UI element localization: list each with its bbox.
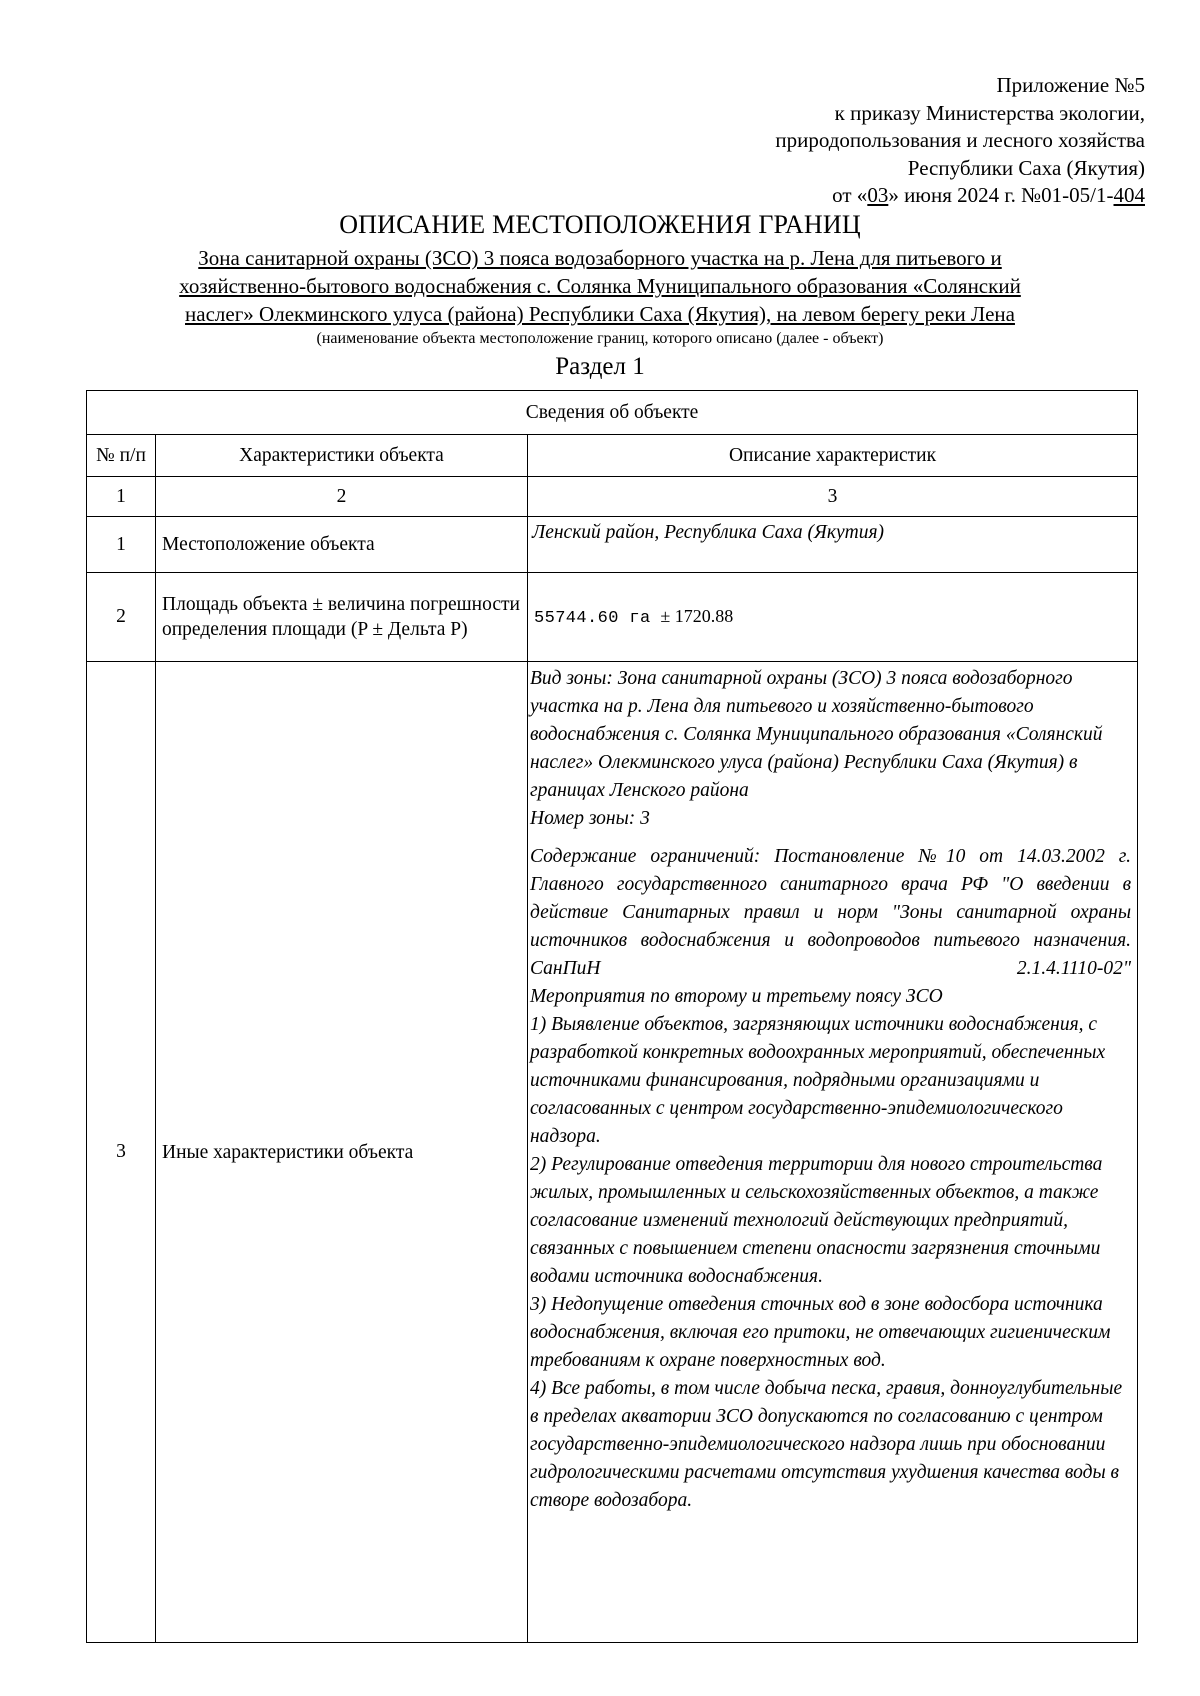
page-title: ОПИСАНИЕ МЕСТОПОЛОЖЕНИЯ ГРАНИЦ (339, 210, 861, 239)
measure-item: 4) Все работы, в том числе добыча песка, гравия, донноуглубительные в пределах акватории ЗСО допускаются по согласованию с центром государственно-эпидемиологического надзора лишь при обосновании гидрологическими расчетами отсутствия ухудшения качества воды в створе водозабора. (530, 1378, 1123, 1511)
object-name (100, 244, 1100, 328)
appendix-date (775, 182, 1145, 210)
header-description: Описание характеристик (528, 435, 1138, 477)
other-characteristics (528, 662, 1138, 1643)
table-row (87, 517, 1138, 573)
object-info-table (86, 390, 1138, 1643)
measure-item: 1) Выявление объектов, загрязняющих источники водоснабжения, с разработкой конкретных водоохранных мероприятий, обеспеченных источниками финансирования, подрядными организациями и согласованных с центром государственно-эпидемиологического надзора. (530, 1014, 1106, 1147)
table-caption: Сведения об объекте (87, 391, 1138, 435)
header-characteristic: Характеристики объекта (156, 435, 528, 477)
column-number: 1 (87, 477, 156, 517)
object-name-line: наслег» Олекминского улуса (района) Республики Саха (Якутия), на левом берегу реки Лена (185, 302, 1015, 326)
appendix-number: Приложение №5 (996, 73, 1145, 97)
measure-item: 3) Недопущение отведения сточных вод в зоне водосбора источника водоснабжения, включая его притоки, не отвечающих гигиеническим требованиям к охране поверхностных вод. (530, 1294, 1111, 1371)
measure-item: 2) Регулирование отведения территории для нового строительства жилых, промышленных и сельскохозяйственных объектов, а также согласование изменений технологий действующих предприятий, связанных с повышением степени опасности загрязнения сточными водами источника водоснабжения. (530, 1154, 1103, 1287)
area-amount: 55744.60 га (534, 609, 651, 628)
section-title: Раздел 1 (555, 353, 645, 380)
appendix-republic: Республики Саха (Якутия) (907, 155, 1145, 180)
object-name-line: Зона санитарной охраны (ЗСО) 3 пояса водозаборного участка на р. Лена для питьевого и (198, 246, 1002, 270)
column-number: 2 (156, 477, 528, 517)
row-number: 3 (87, 662, 156, 1643)
row-label: Местоположение объекта (156, 517, 528, 573)
object-name-line: хозяйственно-бытового водоснабжения с. Солянка Муниципального образования «Солянский (179, 274, 1021, 298)
table-row (87, 573, 1138, 662)
area-value (528, 573, 1138, 662)
measures-title: Мероприятия по второму и третьему поясу ЗСО (530, 986, 943, 1007)
date-middle: » июня 2024 г. №01-05/1- (888, 183, 1114, 207)
date-prefix: от « (832, 183, 868, 207)
zone-type: Вид зоны: Зона санитарной охраны (ЗСО) 3 пояса водозаборного участка на р. Лена для питьевого и хозяйственно-бытового водоснабжения с. Солянка Муниципального образования «Солянский наслег» Олекминского улуса (района) Республики Саха (Якутия) в границах Ленского района (530, 668, 1103, 801)
row-label: Площадь объекта ± величина погрешности определения площади (P ± Дельта P) (156, 573, 528, 662)
date-day: 03 (867, 183, 889, 207)
column-number: 3 (528, 477, 1138, 517)
restrictions: Содержание ограничений: Постановление №10 от 14.03.2002 г. Главного государственного санитарного врача РФ "О введении в действие Санитарных правил и норм "Зоны санитарной охраны источников водоснабжения и водопроводов питьевого назначения. СанПиН 2.1.4.1110-02" (530, 846, 1132, 979)
appendix-ministry: природопользования и лесного хозяйства (775, 128, 1145, 152)
order-number: 404 (1113, 183, 1145, 207)
location-value: Ленский район, Республика Саха (Якутия) (528, 517, 1138, 573)
object-name-caption: (наименование объекта местоположение границ, которого описано (далее - объект) (316, 330, 884, 347)
table-row (87, 662, 1138, 1643)
appendix-order-ref: к приказу Министерства экологии, (834, 100, 1145, 125)
zone-number: Номер зоны: 3 (530, 808, 650, 829)
row-label: Иные характеристики объекта (156, 662, 528, 1643)
header-number: № п/п (87, 435, 156, 477)
row-number: 2 (87, 573, 156, 662)
appendix-header (775, 72, 1145, 210)
row-number: 1 (87, 517, 156, 573)
area-delta: ± 1720.88 (660, 606, 734, 626)
